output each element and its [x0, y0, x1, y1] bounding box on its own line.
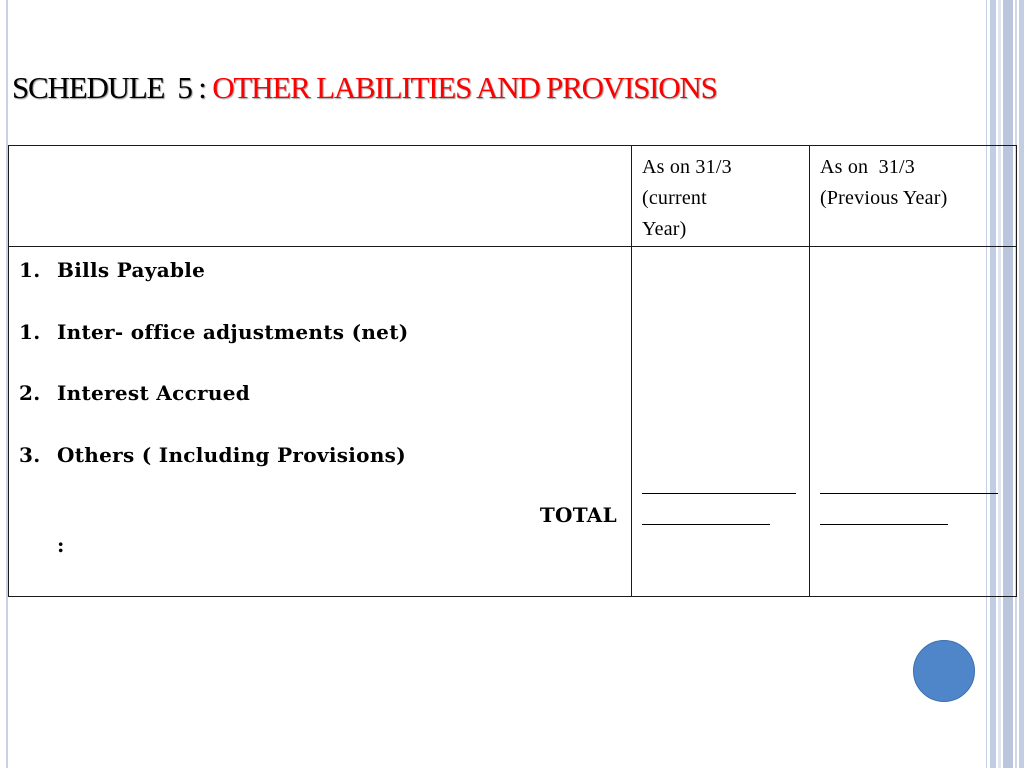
header-current-line2: (current: [642, 187, 707, 209]
title-prefix: SCHEDULE 5 :: [12, 70, 206, 105]
decorative-circle: [913, 640, 975, 702]
header-current-year: [632, 146, 810, 247]
header-particulars: [9, 146, 632, 247]
total-row: [9, 503, 631, 573]
previous-total-blank-line-1: [820, 493, 998, 494]
header-previous-year: [810, 146, 1017, 247]
slide-title: [12, 70, 717, 106]
header-current-line1: As on 31/3: [642, 156, 732, 178]
current-total-blank-line-2: [642, 524, 770, 525]
list-item: [19, 257, 631, 319]
particulars-cell: [9, 247, 632, 597]
header-previous-line1: As on 31/3: [820, 156, 915, 178]
header-current-line3: Year): [642, 218, 687, 240]
item-list: [9, 247, 631, 503]
header-previous-line2: (Previous Year): [820, 187, 948, 209]
previous-total-blank-line-2: [820, 524, 948, 525]
schedule-table: [8, 145, 1017, 597]
item-label: Others ( Including Provisions): [57, 442, 406, 467]
list-item: [19, 319, 631, 381]
item-number: 1.: [19, 319, 41, 344]
item-label: Interest Accrued: [57, 381, 251, 405]
list-item: [19, 442, 631, 504]
item-label: Bills Payable: [57, 258, 206, 282]
total-label: TOTAL: [539, 503, 617, 527]
item-label: Inter- office adjustments (net): [57, 319, 409, 344]
item-number: 3.: [19, 442, 41, 467]
current-total-blank-line-1: [642, 493, 796, 494]
list-item: [19, 380, 631, 442]
table-header-row: [9, 146, 1017, 247]
total-colon: :: [57, 533, 65, 557]
current-year-values-cell: [632, 247, 810, 597]
previous-year-values-cell: [810, 247, 1017, 597]
title-highlight: OTHER LABILITIES AND PROVISIONS: [212, 70, 717, 105]
item-number: 1.: [19, 258, 41, 282]
item-number: 2.: [19, 381, 41, 405]
table-body-row: [9, 247, 1017, 597]
